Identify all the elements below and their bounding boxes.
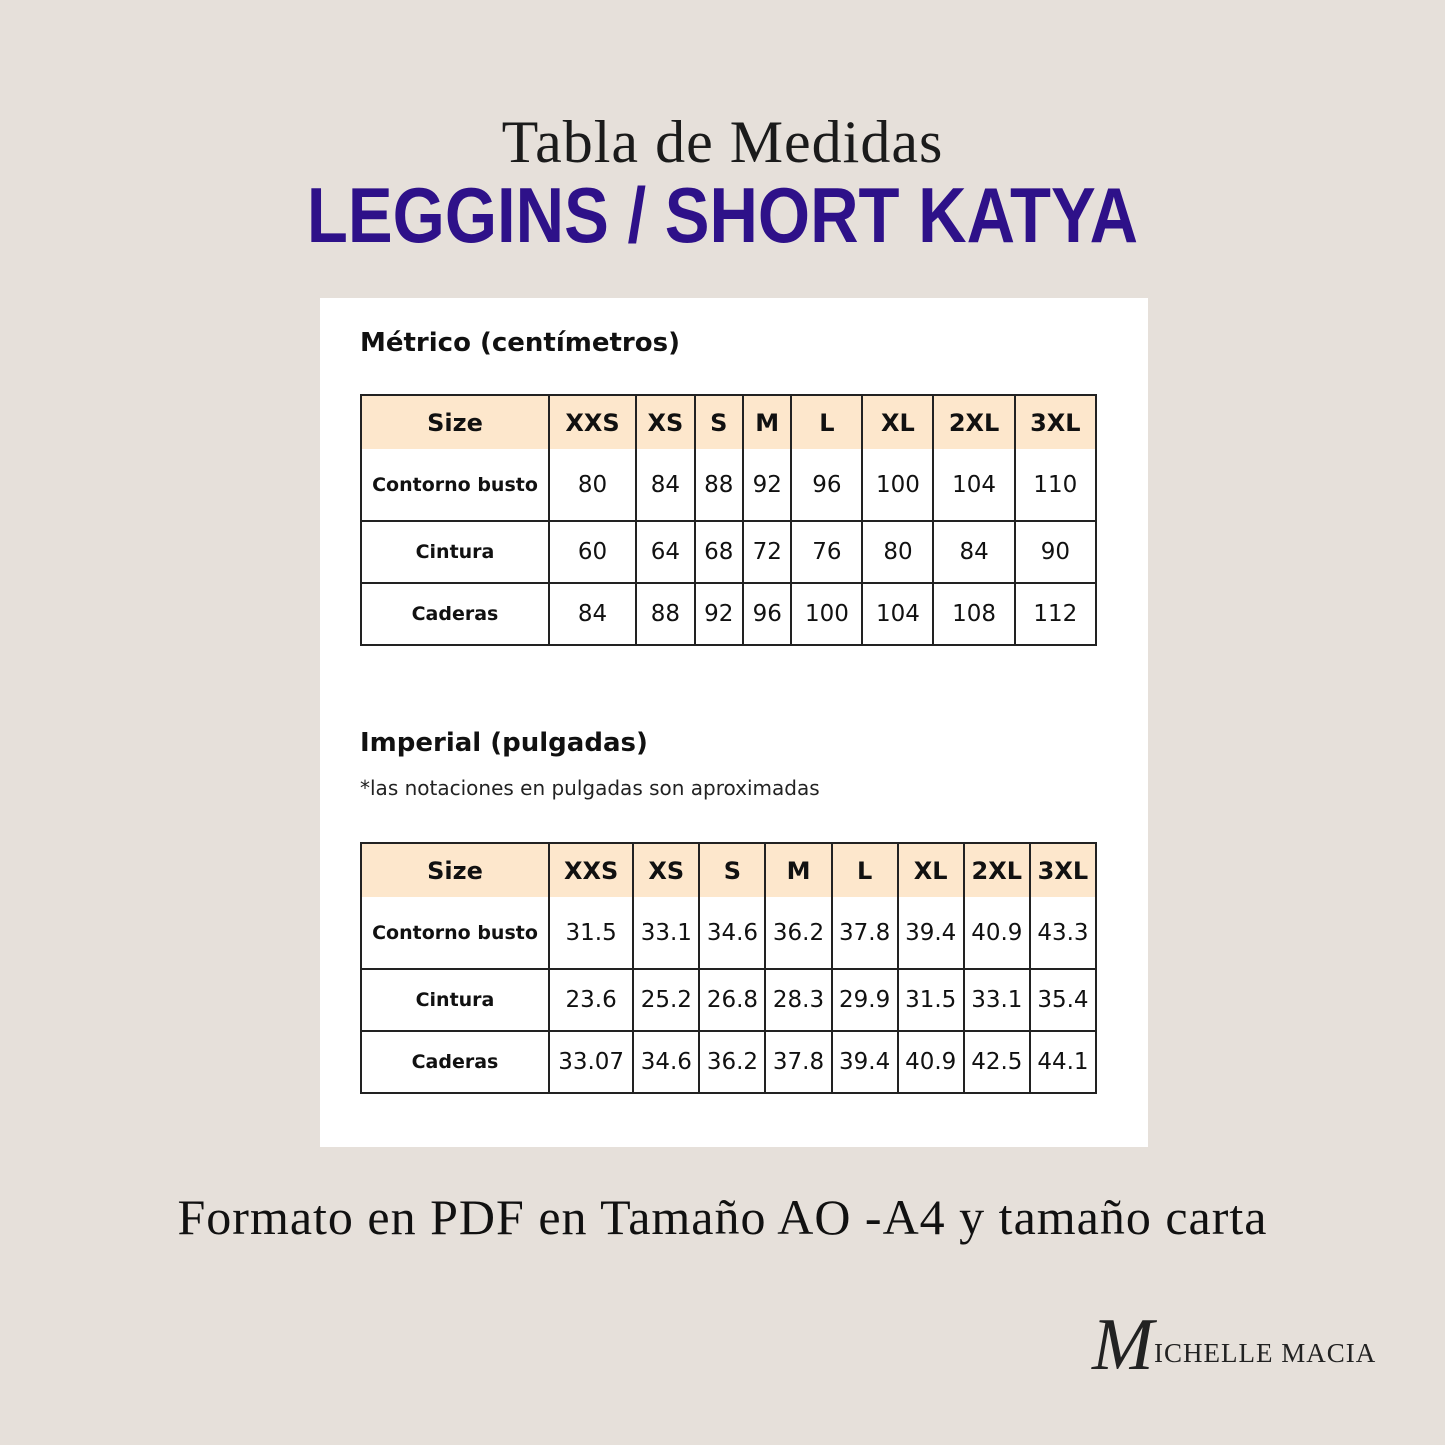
- table-cell: 33.07: [549, 1031, 633, 1093]
- table-cell: 28.3: [765, 969, 831, 1031]
- table-header-cell: Size: [361, 843, 549, 897]
- table-cell: 108: [933, 583, 1014, 645]
- table-header-row: [361, 843, 1096, 897]
- table-cell: 110: [1015, 449, 1096, 521]
- page-title: Tabla de Medidas: [501, 109, 944, 175]
- table-cell: 39.4: [832, 1031, 898, 1093]
- table-cell: 90: [1015, 521, 1096, 583]
- table-cell: 68: [695, 521, 743, 583]
- table-row: [361, 897, 1096, 969]
- table-header-cell: 2XL: [964, 843, 1030, 897]
- table-cell: 25.2: [633, 969, 699, 1031]
- table-cell: 35.4: [1030, 969, 1096, 1031]
- table-cell: 31.5: [898, 969, 964, 1031]
- table-cell: 80: [862, 521, 933, 583]
- table-header-cell: L: [791, 395, 862, 449]
- brand-logo: [1092, 1305, 1412, 1385]
- table-cell: 40.9: [964, 897, 1030, 969]
- format-note: Formato en PDF en Tamaño AO -A4 y tamaño carta: [177, 1189, 1268, 1245]
- imperial-section-title: Imperial (pulgadas): [360, 728, 648, 758]
- table-row: [361, 1031, 1096, 1093]
- table-cell: 92: [743, 449, 791, 521]
- table-cell: 96: [743, 583, 791, 645]
- table-cell: 84: [549, 583, 636, 645]
- row-label: Cintura: [361, 969, 549, 1031]
- table-cell: 37.8: [832, 897, 898, 969]
- logo-text: ICHELLE MACIA: [1154, 1338, 1377, 1368]
- table-header-cell: XXS: [549, 395, 636, 449]
- table-cell: 42.5: [964, 1031, 1030, 1093]
- table-header-cell: L: [832, 843, 898, 897]
- table-cell: 72: [743, 521, 791, 583]
- row-label: Cintura: [361, 521, 549, 583]
- table-row: [361, 449, 1096, 521]
- table-cell: 33.1: [964, 969, 1030, 1031]
- table-cell: 39.4: [898, 897, 964, 969]
- table-row: [361, 583, 1096, 645]
- table-cell: 104: [933, 449, 1014, 521]
- table-header-cell: M: [765, 843, 831, 897]
- table-cell: 33.1: [633, 897, 699, 969]
- table-cell: 100: [862, 449, 933, 521]
- row-label: Caderas: [361, 1031, 549, 1093]
- table-cell: 43.3: [1030, 897, 1096, 969]
- table-header-cell: XS: [633, 843, 699, 897]
- table-cell: 112: [1015, 583, 1096, 645]
- table-cell: 34.6: [699, 897, 765, 969]
- row-label: Contorno busto: [361, 449, 549, 521]
- table-cell: 88: [636, 583, 694, 645]
- size-chart-card: [320, 298, 1148, 1147]
- table-header-row: [361, 395, 1096, 449]
- table-cell: 36.2: [699, 1031, 765, 1093]
- table-header-cell: XS: [636, 395, 694, 449]
- metric-section-title: Métrico (centímetros): [360, 328, 680, 358]
- table-cell: 37.8: [765, 1031, 831, 1093]
- table-cell: 60: [549, 521, 636, 583]
- table-header-cell: S: [695, 395, 743, 449]
- table-cell: 23.6: [549, 969, 633, 1031]
- table-header-cell: M: [743, 395, 791, 449]
- imperial-size-table: [360, 842, 1097, 1094]
- logo-monogram: M: [1092, 1304, 1154, 1386]
- table-cell: 84: [933, 521, 1014, 583]
- table-header-cell: 2XL: [933, 395, 1014, 449]
- table-row: [361, 969, 1096, 1031]
- table-cell: 44.1: [1030, 1031, 1096, 1093]
- imperial-note: *las notaciones en pulgadas son aproximadas: [360, 776, 820, 800]
- row-label: Contorno busto: [361, 897, 549, 969]
- table-cell: 88: [695, 449, 743, 521]
- table-cell: 40.9: [898, 1031, 964, 1093]
- table-cell: 29.9: [832, 969, 898, 1031]
- table-header-cell: 3XL: [1015, 395, 1096, 449]
- table-cell: 104: [862, 583, 933, 645]
- table-cell: 34.6: [633, 1031, 699, 1093]
- table-header-cell: Size: [361, 395, 549, 449]
- table-header-cell: XL: [898, 843, 964, 897]
- table-cell: 84: [636, 449, 694, 521]
- row-label: Caderas: [361, 583, 549, 645]
- table-cell: 100: [791, 583, 862, 645]
- table-cell: 96: [791, 449, 862, 521]
- table-row: [361, 521, 1096, 583]
- metric-size-table: [360, 394, 1097, 646]
- table-cell: 80: [549, 449, 636, 521]
- table-cell: 92: [695, 583, 743, 645]
- table-cell: 26.8: [699, 969, 765, 1031]
- table-cell: 31.5: [549, 897, 633, 969]
- table-header-cell: XL: [862, 395, 933, 449]
- table-cell: 64: [636, 521, 694, 583]
- product-title: LEGGINS / SHORT KATYA: [306, 171, 1139, 259]
- table-header-cell: 3XL: [1030, 843, 1096, 897]
- table-cell: 36.2: [765, 897, 831, 969]
- table-header-cell: XXS: [549, 843, 633, 897]
- table-header-cell: S: [699, 843, 765, 897]
- table-cell: 76: [791, 521, 862, 583]
